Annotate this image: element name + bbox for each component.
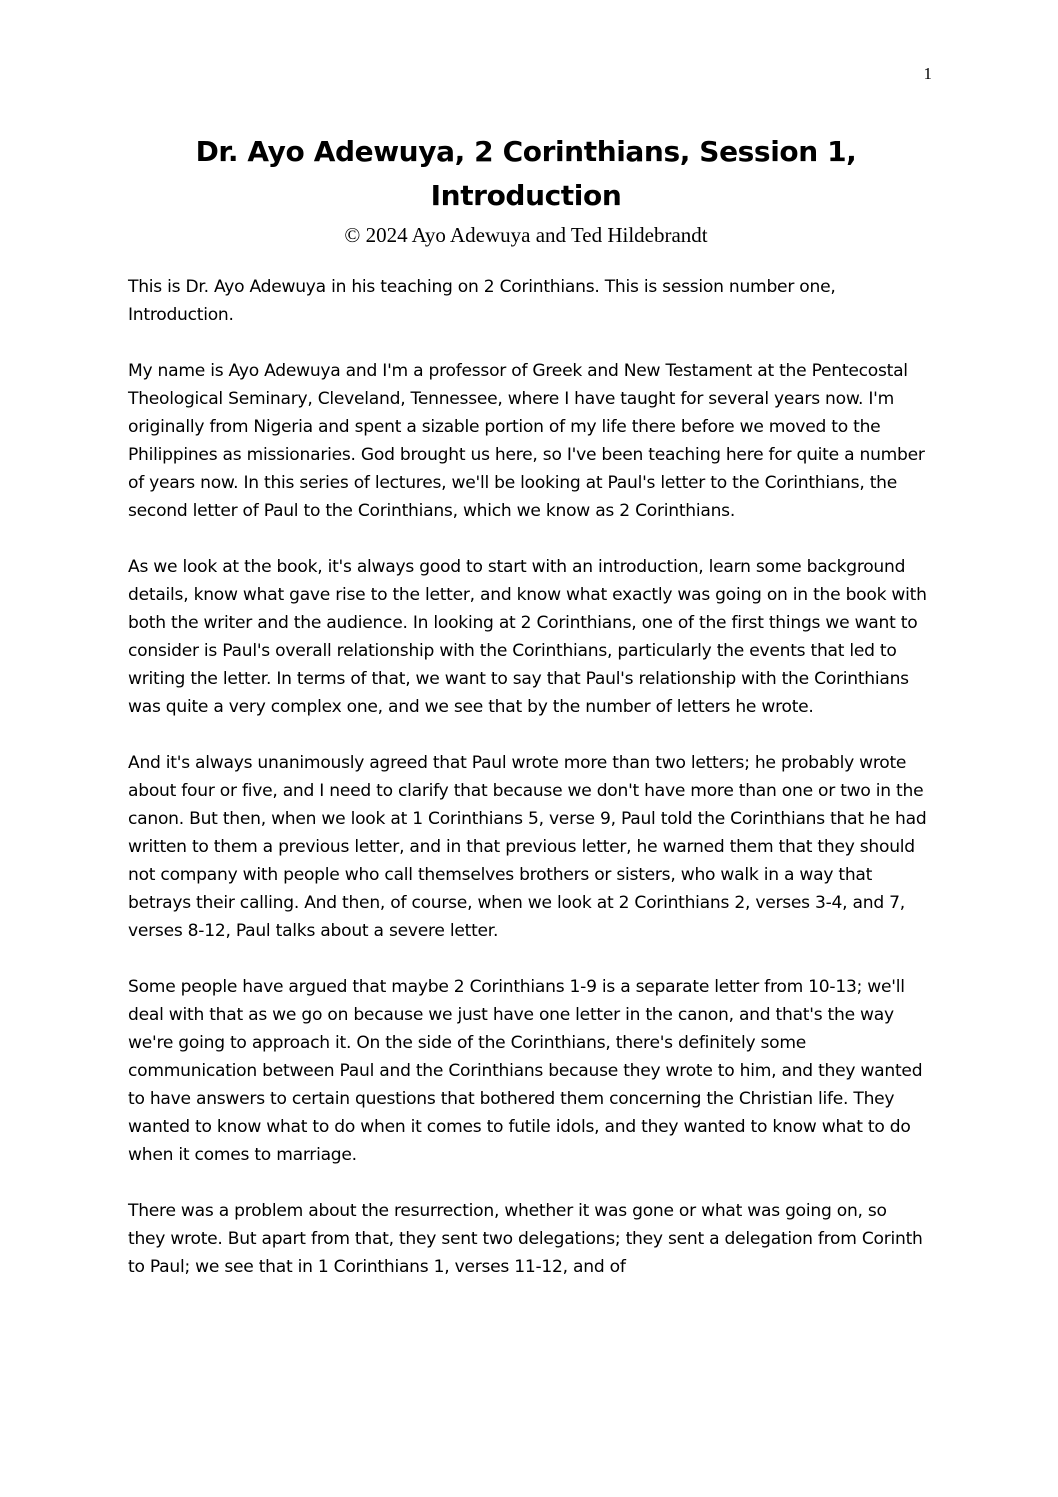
paragraph-communication: Some people have argued that maybe 2 Corinthians 1-9 is a separate letter from 10-13; we'll deal with that as we go on because we just have one letter in the canon, and that's the way we're going to approach it. On the side of the Corinthians, there's definitely some communication between Paul and the Corinthians because they wrote to him, and they wanted to have answers to certain questions that bothered them concerning the Christian life. They wanted to know what to do when it comes to futile idols, and they wanted to know what to do when it comes to marriage. xyxy=(128,977,923,1165)
paragraph-intro: This is Dr. Ayo Adewuya in his teaching on 2 Corinthians. This is session number one, Introduction. xyxy=(128,277,836,325)
paragraph-delegations: There was a problem about the resurrection, whether it was gone or what was going on, so they wrote. But apart from that, they sent two delegations; they sent a delegation from Corinth to Paul; we see that in 1 Corinthians 1, verses 11-12, and of xyxy=(128,1201,923,1277)
document-title: Dr. Ayo Adewuya, 2 Corinthians, Session 1, Introduction xyxy=(195,135,857,212)
page-number: 1 xyxy=(923,64,932,83)
paragraph-speaker-background: My name is Ayo Adewuya and I'm a professor of Greek and New Testament at the Pentecostal Theological Seminary, Cleveland, Tennessee, where I have taught for several years now. I'm originally from Nigeria and spent a sizable portion of my life there before we moved to the Philippines as missionaries. God brought us here, so I've been teaching here for quite a number of years now. In this series of lectures, we'll be looking at Paul's letter to the Corinthians, the second letter of Paul to the Corinthians, which we know as 2 Corinthians. xyxy=(128,361,925,521)
paragraph-relationship: As we look at the book, it's always good to start with an introduction, learn some background details, know what gave rise to the letter, and know what exactly was going on in the book with both the writer and the audience. In looking at 2 Corinthians, one of the first things we want to consider is Paul's overall relationship with the Corinthians, particularly the events that led to writing the letter. In terms of that, we want to say that Paul's relationship with the Corinthians was quite a very complex one, and we see that by the number of letters he wrote. xyxy=(128,557,927,717)
copyright-line: © 2024 Ayo Adewuya and Ted Hildebrandt xyxy=(344,223,708,247)
document-body xyxy=(128,273,928,1309)
paragraph-letters: And it's always unanimously agreed that Paul wrote more than two letters; he probably wrote about four or five, and I need to clarify that because we don't have more than one or two in the canon. But then, when we look at 1 Corinthians 5, verse 9, Paul told the Corinthians that he had written to them a previous letter, and in that previous letter, he warned them that they should not company with people who call themselves brothers or sisters, who walk in a way that betrays their calling. And then, of course, when we look at 2 Corinthians 2, verses 3-4, and 7, verses 8-12, Paul talks about a severe letter. xyxy=(128,753,927,941)
